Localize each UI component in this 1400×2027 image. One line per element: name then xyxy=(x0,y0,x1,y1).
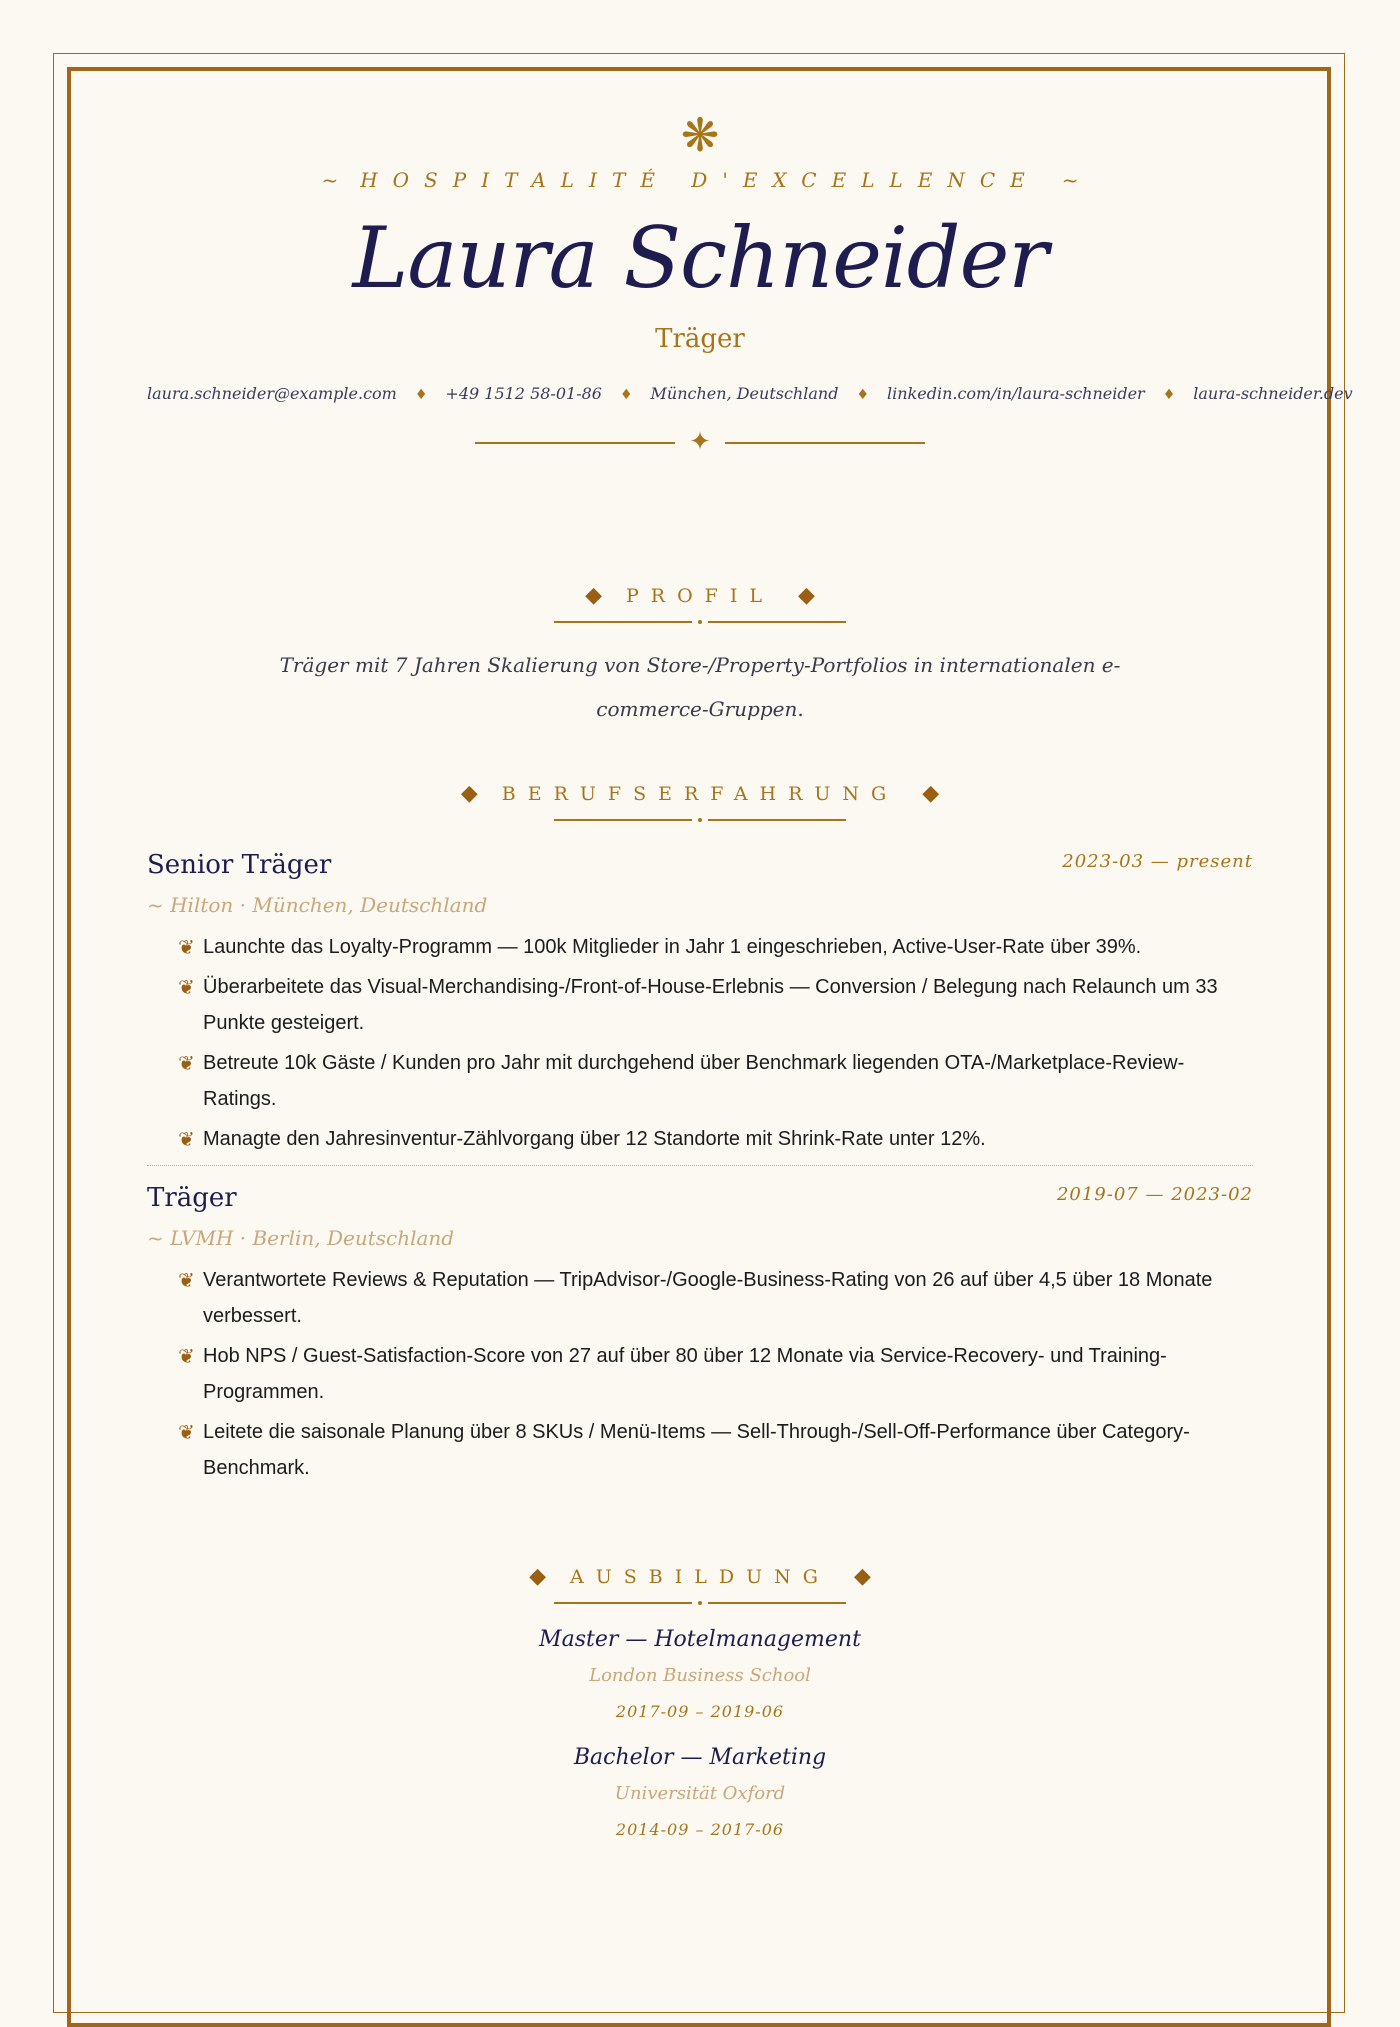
contact-website[interactable]: laura-schneider.dev xyxy=(1193,384,1353,403)
section-education xyxy=(147,1562,1253,1848)
contact-line xyxy=(147,382,1353,407)
edu-dates: 2017-09 – 2019-06 xyxy=(615,1702,785,1721)
job-dates: 2019-07 — 2023-02 xyxy=(1056,1184,1253,1205)
job-title: Träger xyxy=(147,1183,237,1213)
tagline-dash-right: ~ xyxy=(1061,168,1079,192)
leaf-bullet-icon: ❦ xyxy=(178,1344,195,1368)
section-heading xyxy=(147,1562,1253,1606)
diamond-icon: ◆ xyxy=(922,781,940,806)
diamond-icon: ◆ xyxy=(529,1564,547,1589)
diamond-icon: ◆ xyxy=(853,1564,871,1589)
leaf-bullet-icon: ❦ xyxy=(178,1268,195,1292)
diamond-icon: ◆ xyxy=(585,583,602,608)
star-icon: ✦ xyxy=(689,427,711,457)
diamond-icon: ◆ xyxy=(797,583,815,608)
tagline-text: HOSPITALITÉ D'EXCELLENCE xyxy=(360,168,1040,192)
contact-linkedin[interactable]: linkedin.com/in/laura-schneider xyxy=(887,384,1145,403)
list-item: ❦ Hob NPS / Guest-Satisfaction-Score von 27 auf über 80 über 12 Monate via Service-Recovery- und Training-Programmen. xyxy=(147,1338,1253,1410)
list-item: ❦ Launchte das Loyalty-Programm — 100k Mitglieder in Jahr 1 eingeschrieben, Active-User-Rate über 39%. xyxy=(147,929,1253,965)
section-rule xyxy=(554,617,846,625)
edu-school: London Business School xyxy=(589,1665,811,1686)
diamond-icon: ◆ xyxy=(460,781,478,806)
job-achievements xyxy=(147,929,1253,1157)
header-divider xyxy=(475,427,925,457)
leaf-bullet-icon: ❦ xyxy=(178,1127,195,1151)
section-profile xyxy=(147,581,1253,731)
contact-phone[interactable]: +49 1512 58-01-86 xyxy=(445,384,602,403)
separator-diamond-icon: ♦ xyxy=(1162,387,1176,403)
job-achievements xyxy=(147,1262,1253,1486)
leaf-bullet-icon: ❦ xyxy=(178,1420,195,1444)
edu-dates: 2014-09 – 2017-06 xyxy=(615,1820,785,1839)
section-rule xyxy=(554,1598,846,1606)
list-item: ❦ Überarbeitete das Visual-Merchandising-/Front-of-House-Erlebnis — Conversion / Belegung nach Relaunch um 33 Punkte gesteigert. xyxy=(147,969,1253,1041)
list-item: ❦ Managte den Jahresinventur-Zählvorgang über 12 Standorte mit Shrink-Rate unter 12%. xyxy=(147,1121,1253,1157)
edu-degree: Bachelor — Marketing xyxy=(573,1745,827,1770)
section-heading xyxy=(147,581,1253,625)
job-employer: ~ LVMH · Berlin, Deutschland xyxy=(147,1226,455,1250)
section-heading xyxy=(147,779,1253,823)
separator-diamond-icon: ♦ xyxy=(619,387,633,403)
edu-degree: Master — Hotelmanagement xyxy=(539,1627,861,1652)
tagline-dash-left: ~ xyxy=(321,168,339,192)
job-title: Senior Träger xyxy=(147,850,332,880)
job-entry xyxy=(147,1178,1253,1486)
tagline xyxy=(147,168,1253,204)
divider-line-left xyxy=(475,442,675,444)
leaf-bullet-icon: ❦ xyxy=(178,975,195,999)
profile-summary: Träger mit 7 Jahren Skalierung von Store-/Property-Portfolios in internationalen e-commerce-Gruppen. xyxy=(279,653,1121,721)
candidate-name: Laura Schneider xyxy=(352,209,1048,307)
resume xyxy=(147,108,1353,1848)
flourish-icon: ❋ xyxy=(680,108,720,162)
section-title: PROFIL xyxy=(626,585,774,607)
list-item: ❦ Leitete die saisonale Planung über 8 SKUs / Menü-Items — Sell-Through-/Sell-Off-Performance über Category-Benchmark. xyxy=(147,1414,1253,1486)
edu-school: Universität Oxford xyxy=(614,1783,786,1804)
leaf-bullet-icon: ❦ xyxy=(178,935,195,959)
list-item: ❦ Verantwortete Reviews & Reputation — TripAdvisor-/Google-Business-Rating von 26 auf über 4,5 über 18 Monate verbessert. xyxy=(147,1262,1253,1334)
divider-line-right xyxy=(725,442,925,444)
section-rule xyxy=(554,815,846,823)
section-experience xyxy=(147,779,1253,1486)
job-divider xyxy=(147,1165,1253,1166)
job-dates: 2023-03 — present xyxy=(1062,851,1253,872)
education-entry xyxy=(147,1622,1253,1730)
leaf-bullet-icon: ❦ xyxy=(178,1051,195,1075)
section-title: AUSBILDUNG xyxy=(570,1566,830,1588)
list-item: ❦ Betreute 10k Gäste / Kunden pro Jahr mit durchgehend über Benchmark liegenden OTA-/Marketplace-Review-Ratings. xyxy=(147,1045,1253,1117)
contact-email[interactable]: laura.schneider@example.com xyxy=(147,384,397,403)
job-entry xyxy=(147,845,1253,1166)
resume-header xyxy=(147,108,1353,457)
contact-location: München, Deutschland xyxy=(650,384,839,403)
separator-diamond-icon: ♦ xyxy=(414,387,428,403)
candidate-title: Träger xyxy=(655,324,745,354)
separator-diamond-icon: ♦ xyxy=(856,387,869,403)
education-entry xyxy=(147,1740,1253,1848)
job-employer: ~ Hilton · München, Deutschland xyxy=(147,893,488,917)
section-title: BERUFSERFAHRUNG xyxy=(501,783,899,805)
